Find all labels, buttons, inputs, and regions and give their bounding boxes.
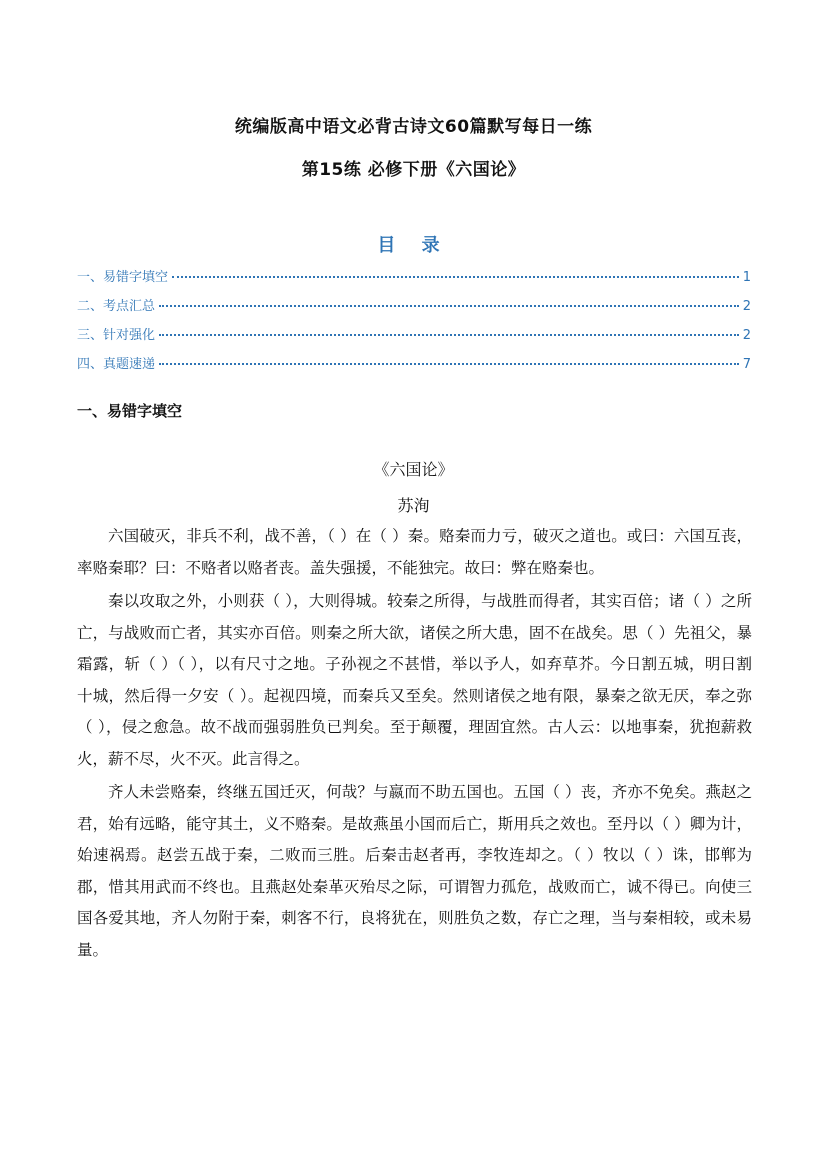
toc-item-key-points[interactable]	[77, 295, 751, 324]
toc-leader-dots	[159, 363, 739, 365]
toc-leader-dots	[159, 305, 739, 307]
toc-heading: 目 录	[377, 235, 450, 256]
poem-title: 《六国论》	[373, 460, 454, 479]
toc-item-targeted-practice[interactable]	[77, 324, 751, 353]
poem-author: 苏洵	[397, 496, 430, 515]
section-heading: 一、易错字填空	[77, 402, 183, 420]
table-of-contents	[77, 266, 751, 382]
poem-body	[77, 521, 752, 966]
toc-item-real-exams[interactable]	[77, 353, 751, 382]
toc-item-label: 三、针对强化	[77, 328, 156, 343]
toc-item-label: 二、考点汇总	[77, 299, 156, 314]
toc-item-page: 2	[742, 299, 751, 314]
toc-leader-dots	[159, 334, 739, 336]
toc-item-label: 一、易错字填空	[77, 270, 169, 285]
toc-item-label: 四、真题速递	[77, 357, 156, 372]
toc-leader-dots	[172, 276, 739, 278]
toc-item-page: 7	[742, 357, 751, 372]
poem-paragraph: 齐人未尝赂秦，终继五国迁灭，何哉？与嬴而不助五国也。五国（ ）丧，齐亦不免矣。燕赵之君，始有远略，能守其土，义不赂秦。是故燕虽小国而后亡，斯用兵之效也。至丹以（ ）卿为计，始速祸焉。赵尝五战于秦，二败而三胜。后秦击赵者再，李牧连却之。（ ）牧以（ ）诛，邯郸为郡，惜其用武而不终也。且燕赵处秦革灭殆尽之际，可谓智力孤危，战败而亡，诚不得已。向使三国各爱其地，齐人勿附于秦，刺客不行，良将犹在，则胜负之数，存亡之理，当与秦相较，或未易量。	[77, 783, 752, 959]
toc-item-page: 1	[742, 270, 751, 285]
toc-item-error-prone-fill[interactable]	[77, 266, 751, 295]
toc-item-page: 2	[742, 328, 751, 343]
document-subtitle: 第15练 必修下册《六国论》	[301, 160, 526, 180]
document-title: 统编版高中语文必背古诗文60篇默写每日一练	[234, 117, 593, 137]
poem-paragraph: 秦以攻取之外，小则获（ ），大则得城。较秦之所得，与战胜而得者，其实百倍；诸（ ）之所亡，与战败而亡者，其实亦百倍。则秦之所大欲，诸侯之所大患，固不在战矣。思（ ）先祖父，暴霜露，斩（ ）（ ），以有尺寸之地。子孙视之不甚惜，举以予人，如弃草芥。今日割五城，明日割十城，然后得一夕安（ ）。起视四境，而秦兵又至矣。然则诸侯之地有限，暴秦之欲无厌，奉之弥（ ），侵之愈急。故不战而强弱胜负已判矣。至于颠覆，理固宜然。古人云：以地事秦，犹抱薪救火，薪不尽，火不灭。此言得之。	[77, 592, 752, 768]
poem-paragraph: 六国破灭，非兵不利，战不善，（ ）在（ ）秦。赂秦而力亏，破灭之道也。或曰：六国互丧，率赂秦耶？曰：不赂者以赂者丧。盖失强援，不能独完。故曰：弊在赂秦也。	[77, 527, 752, 577]
